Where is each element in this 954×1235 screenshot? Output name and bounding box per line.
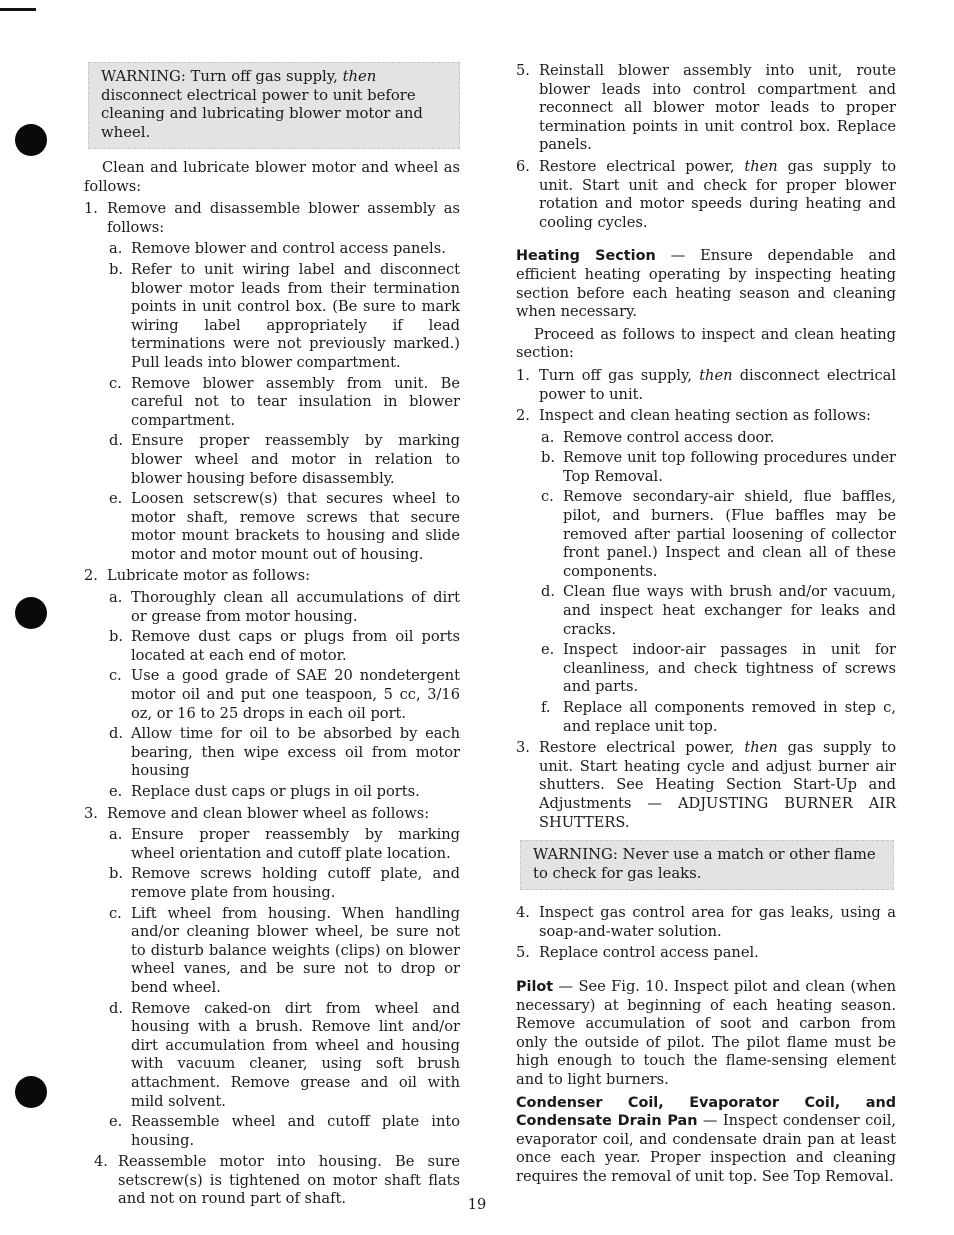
list-item: e. Loosen setscrew(s) that secures wheel to motor shaft, remove screws that secure motor mount brackets to housing and slide motor and motor mount out of housing. bbox=[109, 490, 460, 563]
blower-step-2: 2. Lubricate motor as follows: a. Thoroughly clean all accumulations of dirt or grease from motor housing. b. Remove dust caps or plugs from oil ports located at each end of motor. c. Use a good grade of SAE 20 nondetergent motor oil and put one teaspoon, 5 cc, 3/16 oz, or 16 to 25 drops in each oil port. d. Allow time for oil to be absorbed by each bearing, then wipe excess oil from motor housing e. Replace dust caps or plugs in oil ports. bbox=[84, 567, 460, 800]
binder-hole-middle bbox=[15, 597, 47, 629]
heating-steps bbox=[516, 367, 896, 832]
list-item: d. Ensure proper reassembly by marking blower wheel and motor in relation to blower housing before disassembly. bbox=[109, 432, 460, 487]
list-item: d. Allow time for oil to be absorbed by each bearing, then wipe excess oil from motor housing bbox=[109, 725, 460, 780]
heating-step-5: 5. Replace control access panel. bbox=[516, 944, 759, 962]
list-item: c. Remove blower assembly from unit. Be careful not to tear insulation in blower compartment. bbox=[109, 374, 460, 429]
blower-step-3-substeps bbox=[107, 826, 460, 1150]
list-item: a. Remove control access door. bbox=[541, 428, 775, 446]
heating-section-paragraph: Heating Section — Ensure dependable and efficient heating operating by inspecting heating section before each heating season and cleaning when necessary. bbox=[516, 247, 896, 321]
list-item: a. Remove blower and control access panels. bbox=[109, 240, 446, 258]
list-item: e. Inspect indoor-air passages in unit for cleanliness, and check tightness of screws and parts. bbox=[541, 641, 896, 696]
spacer bbox=[516, 235, 896, 247]
list-item: b. Refer to unit wiring label and disconnect blower motor leads from their termination points in unit control box. (Be sure to mark wiring label appropriately if lead terminations were not previously marked.) Pull leads into blower compartment. bbox=[109, 260, 460, 371]
blower-step-1-substeps bbox=[107, 240, 460, 564]
warning-emphasis: then bbox=[342, 68, 377, 85]
blower-step-3: 3. Remove and clean blower wheel as follows: a. Ensure proper reassembly by marking wheel orientation and cutoff plate location. b. Remove screws holding cutoff plate, and remove plate from housing. c. Lift wheel from housing. When handling and/or cleaning blower wheel, be sure not to disturb balance weights (clips) on blower wheel vanes, and be sure not to drop or bend wheel. d. Remove caked-on dirt from wheel and housing with a brush. Remove lint and/or dirt accumulation from wheel and housing with vacuum cleaner, using soft brush attachment. Remove grease and oil with mild solvent. e. Reassemble wheel and cutoff plate into housing. bbox=[84, 804, 460, 1149]
page-number: 19 bbox=[467, 1196, 487, 1213]
spacer bbox=[516, 966, 896, 978]
blower-intro: Clean and lubricate blower motor and wheel as follows: bbox=[84, 159, 460, 195]
heating-step-2: 2. Inspect and clean heating section as follows: a. Remove control access door. b. Remove unit top following procedures under Top Removal. c. Remove secondary-air shield, flue baffles, pilot, and burners. (Flue baffles may be removed after partial loosening of collector front panel.) Inspect and clean all of these components. d. Clean flue ways with brush and/or vacuum, and inspect heat exchanger for leaks and cracks. e. Inspect indoor-air passages in unit for cleanliness, and check tightness of screws and parts. f. Replace all components removed in step c, and replace unit top. bbox=[516, 407, 896, 735]
list-item: a. Ensure proper reassembly by marking wheel orientation and cutoff plate location. bbox=[109, 826, 460, 862]
blower-step-5: 5. Reinstall blower assembly into unit, route blower leads into control compartment and reconnect all blower motor leads to proper termination points in unit control box. Replace panels. bbox=[516, 62, 896, 154]
blower-step-1: 1. Remove and disassemble blower assembly as follows: a. Remove blower and control access panels. b. Refer to unit wiring label and disconnect blower motor leads from their termination points in unit control box. (Be sure to mark wiring label appropriately if lead terminations were not previously marked.) Pull leads into blower compartment. c. Remove blower assembly from unit. Be careful not to tear insulation in blower compartment. d. Ensure proper reassembly by marking blower wheel and motor in relation to blower housing before disassembly. e. Loosen setscrew(s) that secures wheel to motor shaft, remove screws that secure motor mount brackets to housing and slide motor and motor mount out of housing. bbox=[84, 200, 460, 563]
gas-leak-warning-box: WARNING: Never use a match or other flame to check for gas leaks. bbox=[520, 840, 894, 890]
list-item: e. Reassemble wheel and cutoff plate into housing. bbox=[109, 1113, 460, 1149]
pilot-paragraph: Pilot — See Fig. 10. Inspect pilot and clean (when necessary) at beginning of each heating season. Remove accumulation of soot and carbon from only the outside of pilot. The pilot flame must be high enough to touch the flame-sensing element and to light burners. bbox=[516, 977, 896, 1088]
list-item: f. Replace all components removed in step c, and replace unit top. bbox=[541, 699, 896, 735]
left-column bbox=[84, 62, 460, 1212]
blower-steps-continued bbox=[516, 62, 896, 232]
warning-text-1: WARNING: Turn off gas supply, bbox=[101, 68, 343, 85]
condenser-heading: Condenser Coil, Evaporator Coil, and Condensate Drain Pan bbox=[516, 1094, 896, 1130]
blower-warning-box bbox=[88, 62, 460, 149]
right-column bbox=[516, 62, 896, 1190]
list-item: d. Remove caked-on dirt from wheel and housing with a brush. Remove lint and/or dirt accumulation from wheel and housing with vacuum cleaner, using soft brush attachment. Remove grease and oil with mild solvent. bbox=[109, 999, 460, 1110]
list-item: c. Remove secondary-air shield, flue baffles, pilot, and burners. (Flue baffles may be removed after partial loosening of collector front panel.) Inspect and clean all of these components. bbox=[541, 488, 896, 580]
blower-steps bbox=[84, 200, 460, 1209]
list-item: d. Clean flue ways with brush and/or vacuum, and inspect heat exchanger for leaks and cracks. bbox=[541, 583, 896, 638]
list-item: a. Thoroughly clean all accumulations of dirt or grease from motor housing. bbox=[109, 589, 460, 625]
heating-section-heading: Heating Section bbox=[516, 248, 656, 265]
list-item: c. Use a good grade of SAE 20 nondetergent motor oil and put one teaspoon, 5 cc, 3/16 oz, or 16 to 25 drops in each oil port. bbox=[109, 667, 460, 722]
blower-step-6: 6. Restore electrical power, then gas supply to unit. Start unit and check for proper blower rotation and motor speeds during heating and cooling cycles. bbox=[516, 157, 896, 231]
warning-text-2: disconnect electrical power to unit before cleaning and lubricating blower motor and wheel. bbox=[101, 86, 423, 141]
heating-proceed: Proceed as follows to inspect and clean heating section: bbox=[516, 325, 896, 362]
list-item: c. Lift wheel from housing. When handling and/or cleaning blower wheel, be sure not to disturb balance weights (clips) on blower wheel vanes, and be sure not to drop or bend wheel. bbox=[109, 904, 460, 996]
list-item: e. Replace dust caps or plugs in oil ports. bbox=[109, 783, 420, 800]
pilot-heading: Pilot bbox=[516, 978, 554, 995]
heating-steps-continued bbox=[516, 904, 896, 963]
binder-hole-top bbox=[15, 124, 47, 156]
binder-hole-bottom bbox=[15, 1076, 47, 1108]
list-item: b. Remove dust caps or plugs from oil ports located at each end of motor. bbox=[109, 628, 460, 664]
heating-step-1: 1. Turn off gas supply, then disconnect electrical power to unit. bbox=[516, 366, 896, 403]
corner-rule bbox=[0, 8, 36, 11]
list-item: b. Remove unit top following procedures under Top Removal. bbox=[541, 449, 896, 485]
blower-step-4: 4. Reassemble motor into housing. Be sure setscrew(s) is tightened on motor shaft flats and not on round part of shaft. bbox=[94, 1153, 460, 1208]
heating-step-2-substeps bbox=[539, 429, 896, 737]
list-item: b. Remove screws holding cutoff plate, and remove plate from housing. bbox=[109, 865, 460, 901]
heating-step-4: 4. Inspect gas control area for gas leaks, using a soap-and-water solution. bbox=[516, 904, 896, 940]
heating-step-3: 3. Restore electrical power, then gas supply to unit. Start heating cycle and adjust burner air shutters. See Heating Section Start-Up and Adjustments — ADJUSTING BURNER AIR SHUTTERS. bbox=[516, 739, 896, 831]
condenser-paragraph: Condenser Coil, Evaporator Coil, and Condensate Drain Pan — Inspect condenser coil, evaporator coil, and condensate drain pan at least once each year. Proper inspection and cleaning requires the removal of unit top. See Top Removal. bbox=[516, 1094, 897, 1185]
blower-step-2-substeps bbox=[107, 589, 460, 802]
